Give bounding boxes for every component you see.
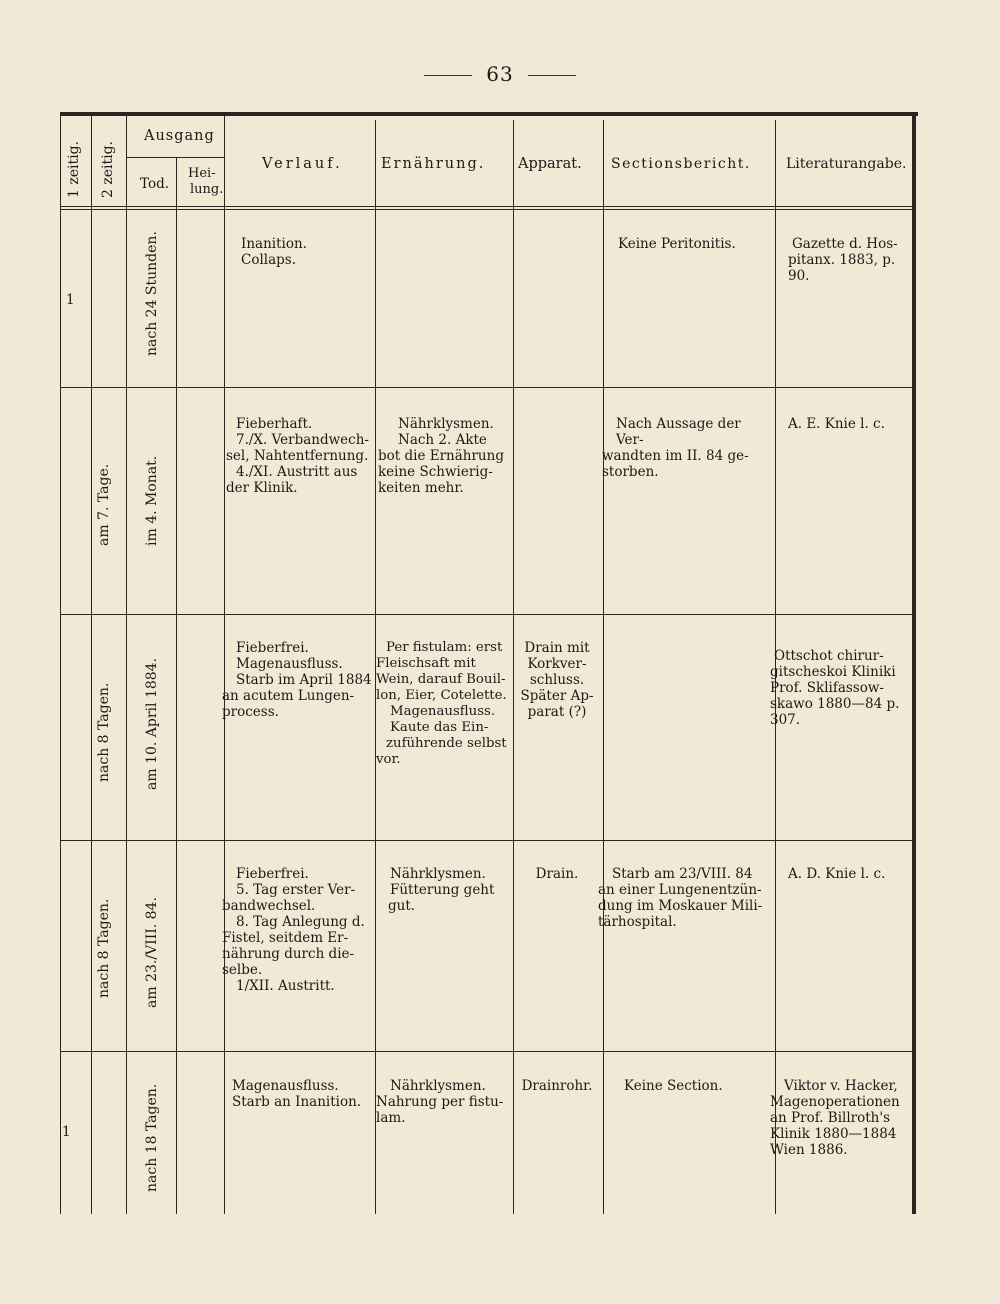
row1-literatur-line: Gazette d. Hos-	[792, 236, 898, 252]
row5-ernaehrung	[376, 1078, 510, 1126]
row2-section-line: wandten im II. 84 ge-	[602, 448, 749, 464]
row4-verlauf-line: Fieberfrei.	[236, 866, 309, 882]
row-rule-2	[60, 614, 912, 615]
col-rule-2	[126, 114, 127, 1214]
row1-verlauf-line: Inanition.	[241, 236, 307, 252]
row2-col2: am 7. Tage.	[96, 463, 112, 546]
row4-section-line: an einer Lungenentzün-	[598, 882, 762, 898]
header-literaturangabe: Literaturangabe.	[786, 156, 907, 172]
row-rule-4	[60, 1051, 912, 1052]
row3-verlauf-line: Starb im April 1884	[236, 672, 372, 688]
row3-apparat-line: Drain mit	[524, 640, 590, 656]
row2-literatur-line: A. E. Knie l. c.	[788, 416, 885, 432]
row4-ernaehrung-line: Nährklysmen.	[390, 866, 486, 882]
header-1-zeitig: 1 zeitig.	[66, 140, 82, 198]
row2-section-line: Nach Aussage der Ver-	[616, 416, 741, 448]
row2-section	[602, 416, 772, 480]
row5-literatur-line: Wien 1886.	[770, 1142, 848, 1158]
row5-verlauf-line: Magenausfluss.	[232, 1078, 339, 1094]
row5-ernaehrung-line: lam.	[376, 1110, 406, 1126]
row3-literatur-line: Ottschot chirur-	[774, 648, 884, 664]
row4-verlauf	[222, 866, 372, 994]
row3-literatur-line: gitscheskoi Kliniki	[770, 664, 896, 680]
page-number-text: 63	[486, 62, 514, 86]
row-rule-1	[60, 387, 912, 388]
row3-tod: am 10. April 1884.	[144, 657, 160, 790]
header-tod: Tod.	[140, 176, 170, 192]
row5-col1: 1	[62, 1124, 71, 1140]
row2-tod: im 4. Monat.	[144, 455, 160, 546]
row4-apparat-line: Drain.	[535, 866, 579, 882]
row2-verlauf-line: sel, Nahtentfernung.	[226, 448, 369, 464]
header-ernaehrung: Ernährung.	[381, 156, 486, 172]
table-top-rule	[60, 112, 918, 116]
row4-section	[598, 866, 774, 930]
row2-verlauf-line: 4./XI. Austritt aus	[236, 464, 358, 480]
row4-verlauf-line: bandwechsel.	[222, 898, 316, 914]
row3-ernaehrung	[376, 640, 512, 768]
row3-literatur-line: Prof. Sklifassow-	[770, 680, 884, 696]
row2-verlauf	[226, 416, 372, 496]
row1-section-line: Keine Peritonitis.	[618, 236, 736, 252]
row5-ernaehrung-line: Nährklysmen.	[390, 1078, 486, 1094]
col-rule-right	[912, 114, 916, 1214]
row4-verlauf-line: 5. Tag erster Ver-	[236, 882, 356, 898]
row4-ernaehrung-line: gut.	[388, 898, 416, 914]
row1-verlauf	[241, 236, 371, 268]
row3-ernaehrung-line: Per fistulam: erst	[386, 640, 503, 655]
row3-ernaehrung-line: vor.	[376, 752, 401, 767]
row3-ernaehrung-line: Wein, darauf Bouil-	[376, 672, 506, 687]
row5-literatur	[770, 1078, 910, 1158]
row3-literatur	[770, 648, 910, 728]
row3-verlauf-line: Magenausfluss.	[236, 656, 343, 672]
row3-apparat-line: Korkver-	[527, 656, 587, 672]
row3-literatur-line: 307.	[770, 712, 801, 728]
header-ausgang: Ausgang	[144, 128, 215, 144]
ausgang-subrule	[126, 157, 224, 158]
row5-ernaehrung-line: Nahrung per fistu-	[376, 1094, 504, 1110]
row2-ernaehrung-line: keiten mehr.	[378, 480, 464, 496]
row5-section-line: Keine Section.	[624, 1078, 723, 1094]
row3-apparat-line: schluss.	[529, 672, 585, 688]
row4-ernaehrung	[376, 866, 510, 914]
row3-ernaehrung-line: lon, Eier, Cotelette.	[376, 688, 507, 703]
header-heilung-1: Hei-	[188, 166, 216, 181]
row1-verlauf-line: Collaps.	[241, 252, 297, 268]
header-sectionsbericht: Sectionsbericht.	[611, 156, 751, 172]
row2-literatur	[788, 416, 908, 432]
row5-literatur-line: Klinik 1880—1884	[770, 1126, 897, 1142]
row5-apparat	[505, 1078, 609, 1094]
row4-verlauf-line: 1/XII. Austritt.	[236, 978, 335, 994]
row4-section-line: dung im Moskauer Mili-	[598, 898, 763, 914]
row1-literatur-line: pitanx. 1883, p. 90.	[788, 252, 896, 284]
row3-ernaehrung-line: Fleischsaft mit	[376, 656, 476, 671]
row2-section-line: storben.	[602, 464, 659, 480]
row5-verlauf	[232, 1078, 376, 1110]
row3-apparat-line: Später Ap-	[520, 688, 594, 704]
row3-ernaehrung-line: Magenausfluss.	[390, 704, 496, 719]
row3-ernaehrung-line: Kaute das Ein-	[390, 720, 489, 735]
row2-ernaehrung	[378, 416, 510, 496]
header-2-zeitig: 2 zeitig.	[100, 140, 116, 198]
row5-verlauf-line: Starb an Inanition.	[232, 1094, 362, 1110]
row2-verlauf-line: 7./X. Verbandwech-	[236, 432, 369, 448]
row4-apparat	[507, 866, 607, 882]
col-rule-1	[91, 114, 92, 1214]
col-rule-3	[176, 157, 177, 1214]
row5-literatur-line: Viktor v. Hacker,	[784, 1078, 898, 1094]
row3-col2: nach 8 Tagen.	[96, 682, 112, 782]
row4-verlauf-line: nährung durch die-	[222, 946, 355, 962]
row1-col1: 1	[66, 292, 75, 308]
row1-literatur	[790, 236, 908, 284]
row5-apparat-line: Drainrohr.	[521, 1078, 593, 1094]
row5-tod: nach 18 Tagen.	[144, 1083, 160, 1192]
col-rule-left	[60, 114, 61, 1214]
row-rule-3	[60, 840, 912, 841]
row4-tod: am 23./VIII. 84.	[144, 897, 160, 1008]
row4-literatur	[788, 866, 908, 882]
row3-verlauf-line: Fieberfrei.	[236, 640, 309, 656]
row4-ernaehrung-line: Fütterung geht	[390, 882, 495, 898]
header-verlauf: Verlauf.	[262, 156, 343, 172]
row4-literatur-line: A. D. Knie l. c.	[788, 866, 886, 882]
row3-ernaehrung-line: zuführende selbst	[386, 736, 507, 751]
row3-literatur-line: skawo 1880—84 p.	[770, 696, 900, 712]
header-apparat: Apparat.	[518, 156, 582, 172]
row4-section-line: tärhospital.	[598, 914, 677, 930]
row2-ernaehrung-line: Nährklysmen.	[398, 416, 494, 432]
row1-section	[618, 236, 768, 252]
row5-section	[624, 1078, 772, 1094]
header-bottom-rule	[60, 206, 912, 207]
row3-verlauf	[222, 640, 372, 720]
row5-literatur-line: Magenoperationen	[770, 1094, 900, 1110]
row3-apparat-line: parat (?)	[527, 704, 587, 720]
row4-verlauf-line: selbe.	[222, 962, 263, 978]
row2-ernaehrung-line: Nach 2. Akte	[398, 432, 487, 448]
row3-verlauf-line: an acutem Lungen-	[222, 688, 355, 704]
row4-verlauf-line: Fistel, seitdem Er-	[222, 930, 349, 946]
header-bottom-rule-2	[60, 209, 912, 210]
row4-col2: nach 8 Tagen.	[96, 898, 112, 998]
row2-ernaehrung-line: bot die Ernährung	[378, 448, 504, 464]
header-heilung-2: lung.	[190, 182, 224, 197]
row3-apparat	[507, 640, 607, 720]
row1-tod: nach 24 Stunden.	[144, 231, 160, 356]
row4-verlauf-line: 8. Tag Anlegung d.	[236, 914, 365, 930]
row4-section-line: Starb am 23/VIII. 84	[612, 866, 753, 882]
row5-literatur-line: an Prof. Billroth's	[770, 1110, 891, 1126]
row2-ernaehrung-line: keine Schwierig-	[378, 464, 493, 480]
row2-verlauf-line: der Klinik.	[226, 480, 298, 496]
row3-verlauf-line: process.	[222, 704, 279, 720]
row2-verlauf-line: Fieberhaft.	[236, 416, 313, 432]
